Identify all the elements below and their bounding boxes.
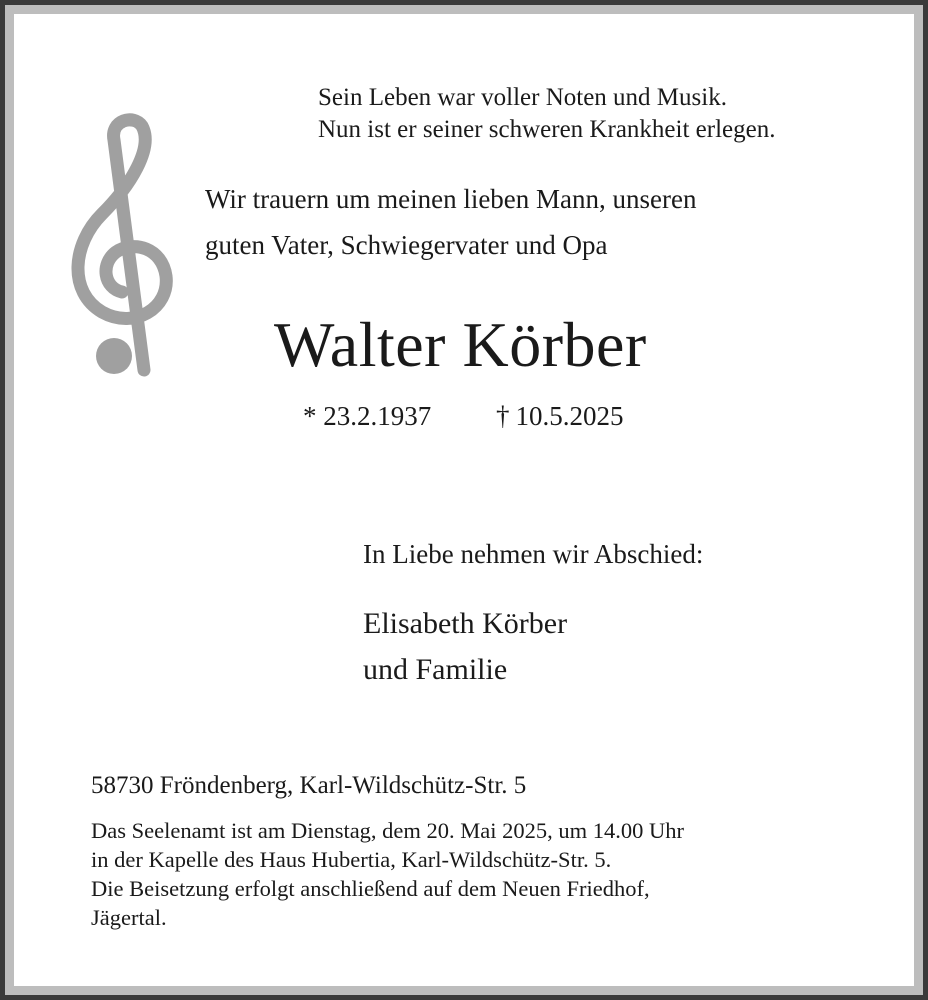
mourners-line-2: und Familie [363, 653, 508, 686]
details-line-3: Die Beisetzung erfolgt anschließend auf dem Neuen Friedhof, [91, 876, 650, 901]
farewell-text: In Liebe nehmen wir Abschied: [363, 539, 704, 569]
details-line-2: in der Kapelle des Haus Hubertia, Karl-Wildschütz-Str. 5. [91, 847, 612, 872]
motto-line-2: Nun ist er seiner schweren Krankheit erlegen. [318, 116, 776, 143]
mourners-line-1: Elisabeth Körber [363, 607, 568, 640]
treble-clef-icon [62, 112, 192, 382]
address: 58730 Fröndenberg, Karl-Wildschütz-Str. 5 [91, 772, 527, 799]
intro-line-2: guten Vater, Schwiegervater und Opa [205, 230, 608, 260]
details-line-4: Jägertal. [91, 905, 167, 930]
deceased-name: Walter Körber [274, 309, 647, 380]
death-date-group [496, 396, 624, 436]
details-line-1: Das Seelenamt ist am Dienstag, dem 20. Mai 2025, um 14.00 Uhr [91, 818, 685, 843]
intro-line-1: Wir trauern um meinen lieben Mann, unseren [205, 184, 697, 214]
cross-icon: † [496, 401, 510, 431]
death-date: 10.5.2025 [515, 401, 624, 431]
birth-date: * 23.2.1937 [303, 401, 432, 431]
motto-line-1: Sein Leben war voller Noten und Musik. [318, 84, 727, 111]
